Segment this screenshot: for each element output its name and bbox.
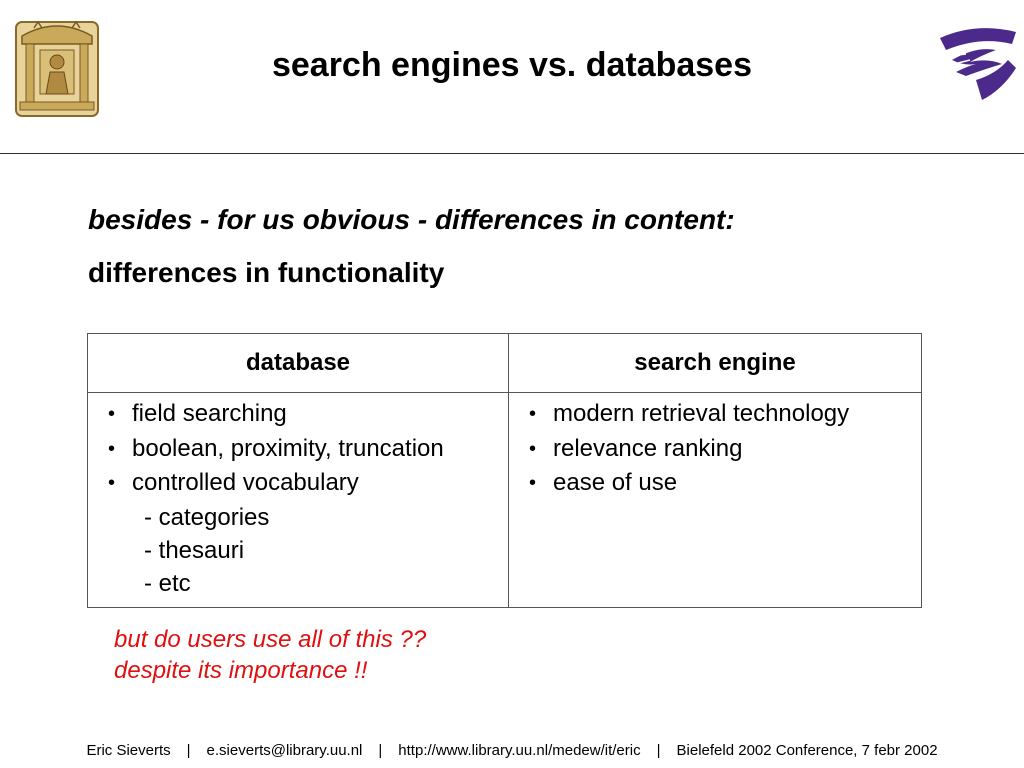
list-item [108,466,508,501]
title-divider [0,153,1024,154]
list-item-label: ease of use [553,469,678,496]
search-engine-header: search engine [509,334,922,393]
bullet-icon: • [529,437,537,460]
table-row [88,393,922,608]
database-cell [88,393,509,608]
search-engine-cell [509,393,922,608]
footer-url: http://www.library.uu.nl/medew/it/eric [398,742,641,759]
footer-separator: | [186,742,191,759]
slide-footer [0,742,1024,759]
list-item-label: field searching [132,400,287,427]
note-line: but do users use all of this ?? [114,626,427,653]
list-item [108,397,508,432]
intro-heading: besides - for us obvious - differences in content: [88,204,735,235]
bullet-icon: • [108,472,116,494]
sublist-item: - etc [144,569,191,597]
list-item [108,432,508,467]
red-note [114,624,426,686]
purple-wave-logo [936,24,1020,104]
bullet-icon: • [108,403,116,425]
table-header-row [88,334,922,393]
list-item-label: boolean, proximity, truncation [132,434,444,462]
list-item-label: modern retrieval technology [553,400,850,427]
vocabulary-sublist [88,501,508,600]
footer-author: Eric Sieverts [86,742,171,759]
sublist-item: - categories [144,503,270,531]
list-item [529,397,921,432]
footer-separator: | [378,742,383,759]
sublist-item: - thesauri [144,536,245,564]
database-feature-list [88,397,508,501]
list-item-label: controlled vocabulary [132,469,359,496]
list-item [529,432,921,467]
database-header: database [88,334,509,393]
footer-email: e.sieverts@library.uu.nl [206,742,363,759]
note-line: despite its importance !! [114,657,368,684]
bullet-icon: • [108,437,116,460]
bullet-icon: • [529,472,537,494]
comparison-table [87,333,922,608]
slide-title: search engines vs. databases [271,46,753,84]
functionality-heading: differences in functionality [88,257,445,288]
bullet-icon: • [529,403,537,425]
list-item-label: relevance ranking [553,434,743,462]
footer-separator: | [656,742,661,759]
footer-event: Bielefeld 2002 Conference, 7 febr 2002 [676,742,938,759]
search-engine-feature-list [509,397,921,501]
list-item [529,466,921,501]
